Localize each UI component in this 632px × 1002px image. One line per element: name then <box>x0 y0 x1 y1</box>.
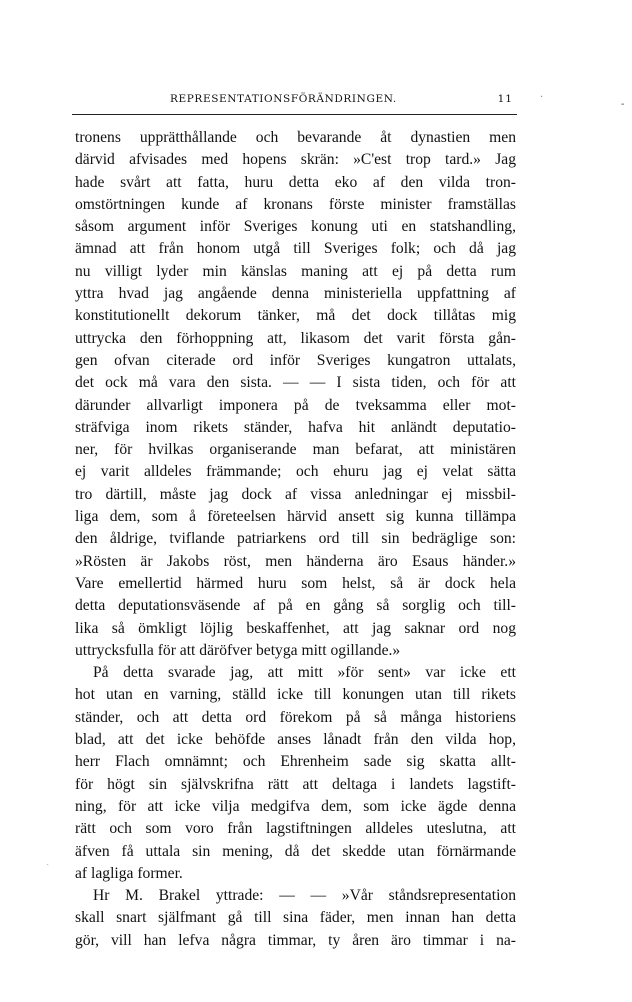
text-line: därunder allvarligt imponera på de tveksamma eller mot- <box>75 396 516 414</box>
page-number: 11 <box>497 93 513 105</box>
text-line: lika så ömkligt löjlig beskaffenhet, att jag saknar ord nog <box>75 619 516 637</box>
text-line: för högt sin självskrifna rätt att deltaga i landets lagstift- <box>75 775 516 793</box>
body-text <box>75 127 516 952</box>
text-line: Vare emellertid härmed huru som helst, så är dock hela <box>75 574 516 592</box>
paragraph-start-line: Hr M. Brakel yttrade: — — »Vår ståndsrepresentation <box>93 887 516 905</box>
text-line: herr Flach omnämnt; och Ehrenheim sade sig skatta allt- <box>75 753 516 771</box>
paragraph-end-line: af lagliga former. <box>75 864 183 882</box>
text-line: ständer, och att detta ord förekom på så många historiens <box>75 708 516 726</box>
text-line: liga dem, som å företeelsen härvid ansett sig kunna tillämpa <box>75 508 516 526</box>
running-title: REPRESENTATIONSFÖRÄNDRINGEN. <box>170 93 397 105</box>
text-line: yttra hvad jag angående denna ministeriella uppfattning af <box>75 285 516 303</box>
text-line: nu villigt lyder min känslas maning att ej på detta rum <box>75 262 516 280</box>
text-line: uttrycka den förhoppning att, likasom det varit första gån- <box>75 329 516 347</box>
text-line: ej varit alldeles främmande; och ehuru jag ej velat sätta <box>75 463 516 481</box>
text-line: sträfviga inom rikets ständer, hafva hit anländt deputatio- <box>75 418 516 436</box>
margin-speck: ‑ <box>621 99 625 110</box>
running-head <box>72 90 517 108</box>
text-line: konstitutionellt dekorum tänker, må det dock tillåtas mig <box>75 307 516 325</box>
text-line: tronens upprätthållande och bevarande åt dynastien men <box>75 129 516 146</box>
text-line: det ock må vara den sista. — — I sista tiden, och för att <box>75 374 516 392</box>
text-line: tro därtill, måste jag dock af vissa anledningar ej missbil- <box>75 485 516 503</box>
paragraph-end-line: uttrycksfulla för att däröfver betyga mitt ogillande.» <box>75 641 401 659</box>
margin-speck: · <box>540 92 544 103</box>
text-line: rätt och som voro från lagstiftningen alldeles uteslutna, att <box>75 820 516 838</box>
text-line: gör, vill han lefva några timmar, ty åren äro timmar i na- <box>75 931 516 949</box>
header-rule <box>72 114 517 115</box>
text-line: detta deputationsväsende af på en gång så sorglig och till- <box>75 597 516 615</box>
text-line: därvid afvisades med hopens skrän: »C'est trop tard.» Jag <box>75 151 516 169</box>
text-line: hot utan en varning, ställd icke till konungen utan till rikets <box>75 686 516 704</box>
text-line: ning, för att icke vilja medgifva dem, som icke ägde denna <box>75 797 516 815</box>
text-line: gen ofvan citerade ord inför Sveriges kungatron uttalats, <box>75 351 516 369</box>
text-line: blad, att det icke behöfde anses lånadt från den vilda hop, <box>75 731 516 749</box>
text-line: äfven få uttala sin mening, då det skedde utan förnärmande <box>75 842 516 860</box>
margin-speck: ˏ <box>46 855 50 866</box>
paragraph-start-line: På detta svarade jag, att mitt »för sent» var icke ett <box>93 664 516 682</box>
text-line: »Rösten är Jakobs röst, men händerna äro Esaus händer.» <box>75 552 516 570</box>
text-line: ämnad att från honom utgå till Sveriges folk; och då jag <box>75 240 516 258</box>
text-line: den åldrige, tviflande patriarkens ord till sin bedräglige son: <box>75 530 516 548</box>
text-line: ner, för hvilkas organiserande man befarat, att ministären <box>75 441 516 459</box>
text-line: hade svårt att fatta, huru detta eko af den vilda tron- <box>75 173 516 191</box>
text-line: såsom argument inför Sveriges konung uti en statshandling, <box>75 218 516 236</box>
text-line: skall snart själfmant gå till sina fäder, men innan han detta <box>75 909 516 927</box>
text-line: omstörtningen kunde af kronans förste minister framställas <box>75 195 516 213</box>
